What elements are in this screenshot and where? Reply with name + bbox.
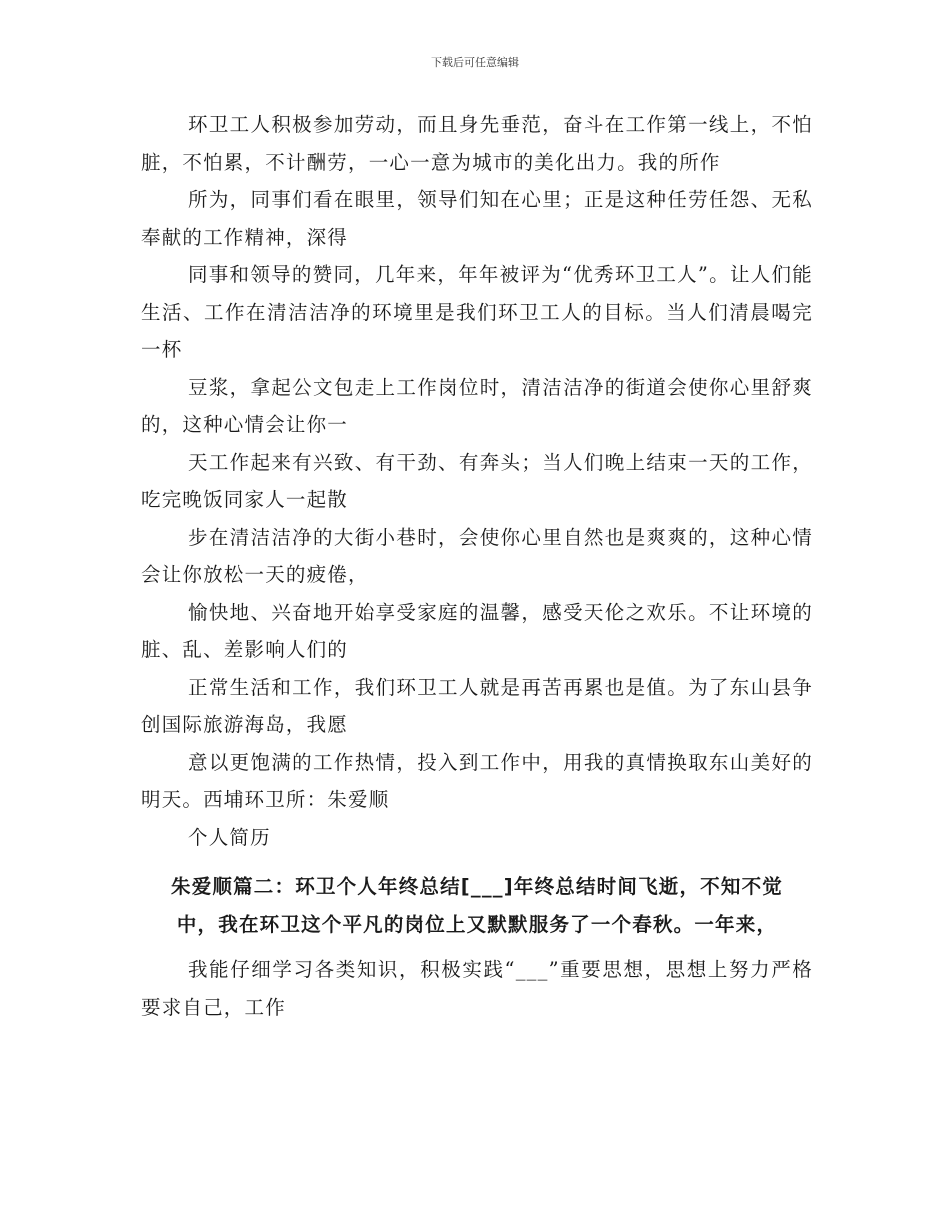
document-body: [141, 106, 813, 1026]
page-header: 下载后可任意编辑: [431, 56, 519, 69]
paragraph: 正常生活和工作，我们环卫工人就是再苦再累也是值。为了东山县争创国际旅游海岛，我愿: [141, 675, 813, 736]
paragraph: 环卫工人积极参加劳动，而且身先垂范，奋斗在工作第一线上，不怕脏，不怕累，不计酬劳，一心一意为城市的美化出力。我的所作: [141, 113, 813, 174]
paragraph: 所为，同事们看在眼里，领导们知在心里；正是这种任劳任怨、无私奉献的工作精神，深得: [141, 188, 813, 249]
paragraph: 个人简历: [188, 825, 271, 849]
paragraph: 愉快地、兴奋地开始享受家庭的温馨，感受天伦之欢乐。不让环境的脏、乱、差影响人们的: [141, 600, 813, 661]
paragraph: 步在清洁洁净的大街小巷时，会使你心里自然也是爽爽的，这种心情会让你放松一天的疲倦，: [141, 525, 813, 586]
paragraph: 豆浆，拿起公文包走上工作岗位时，清洁洁净的街道会使你心里舒爽的，这种心情会让你一: [141, 375, 813, 436]
paragraph: 意以更饱满的工作热情，投入到工作中，用我的真情换取东山美好的明天。西埔环卫所：朱爱顺: [141, 750, 813, 811]
paragraph: 天工作起来有兴致、有干劲、有奔头；当人们晚上结束一天的工作，吃完晚饭同家人一起散: [141, 450, 813, 511]
section-heading: 朱爱顺篇二：环卫个人年终总结[___]年终总结时间飞逝，不知不觉中，我在环卫这个平凡的岗位上又默默服务了一个春秋。一年来，: [171, 875, 783, 936]
paragraph: 我能仔细学习各类知识，积极实践“___”重要思想，思想上努力严格要求自己，工作: [141, 958, 813, 1019]
paragraph: 同事和领导的赞同，几年来，年年被评为“优秀环卫工人”。让人们能生活、工作在清洁洁净的环境里是我们环卫工人的目标。当人们清晨喝完一杯: [141, 263, 813, 361]
